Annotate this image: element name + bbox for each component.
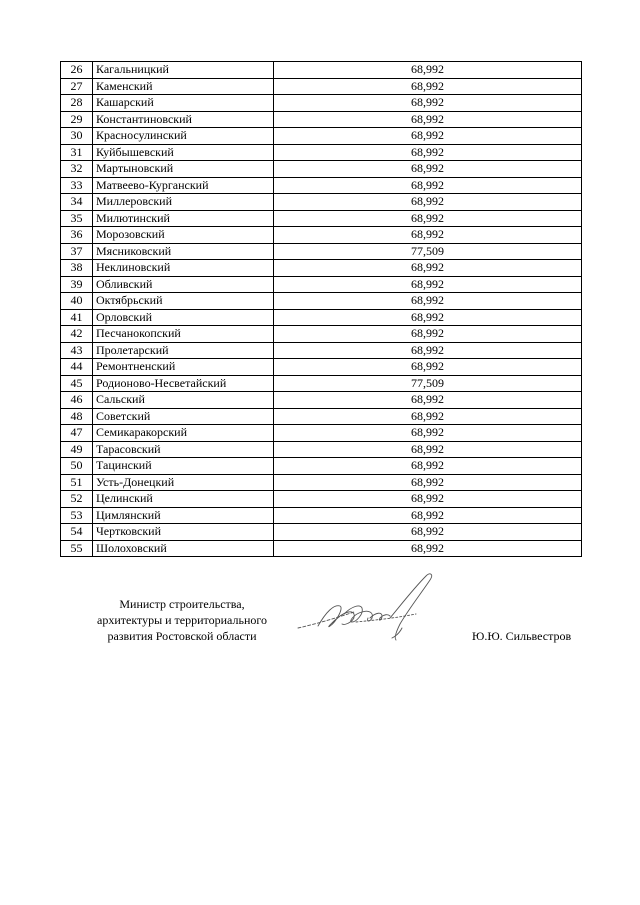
row-number: 43 (61, 342, 93, 359)
row-value: 68,992 (274, 326, 582, 343)
table-row (61, 491, 582, 508)
district-name: Целинский (93, 491, 274, 508)
table-row (61, 62, 582, 79)
signatory-title-line-2: архитектуры и территориального (97, 613, 267, 627)
table-row (61, 326, 582, 343)
table-row (61, 474, 582, 491)
row-value: 68,992 (274, 128, 582, 145)
row-value: 68,992 (274, 210, 582, 227)
district-name: Куйбышевский (93, 144, 274, 161)
district-name: Обливский (93, 276, 274, 293)
signatory-title-line-3: развития Ростовской области (107, 629, 257, 643)
district-name: Миллеровский (93, 194, 274, 211)
district-name: Шолоховский (93, 540, 274, 557)
table-row (61, 309, 582, 326)
table-row (61, 144, 582, 161)
row-value: 68,992 (274, 194, 582, 211)
row-number: 28 (61, 95, 93, 112)
row-number: 54 (61, 524, 93, 541)
row-number: 55 (61, 540, 93, 557)
row-number: 42 (61, 326, 93, 343)
row-value: 68,992 (274, 177, 582, 194)
row-number: 38 (61, 260, 93, 277)
table-row (61, 210, 582, 227)
district-name: Орловский (93, 309, 274, 326)
table-row (61, 441, 582, 458)
row-value: 68,992 (274, 540, 582, 557)
row-number: 37 (61, 243, 93, 260)
district-name: Песчанокопский (93, 326, 274, 343)
row-number: 34 (61, 194, 93, 211)
row-number: 44 (61, 359, 93, 376)
district-name: Семикаракорский (93, 425, 274, 442)
district-name: Родионово-Несветайский (93, 375, 274, 392)
row-value: 68,992 (274, 144, 582, 161)
table-row (61, 243, 582, 260)
district-name: Морозовский (93, 227, 274, 244)
district-name: Цимлянский (93, 507, 274, 524)
row-value: 68,992 (274, 260, 582, 277)
table-body (61, 62, 582, 557)
table-row (61, 161, 582, 178)
district-name: Милютинский (93, 210, 274, 227)
row-value: 68,992 (274, 293, 582, 310)
handwritten-signature (296, 566, 446, 646)
district-name: Красносулинский (93, 128, 274, 145)
row-number: 36 (61, 227, 93, 244)
signatory-title-line-1: Министр строительства, (119, 597, 245, 611)
table-row (61, 95, 582, 112)
row-number: 27 (61, 78, 93, 95)
row-number: 46 (61, 392, 93, 409)
row-value: 68,992 (274, 342, 582, 359)
district-name: Тарасовский (93, 441, 274, 458)
table-row (61, 540, 582, 557)
district-name: Кашарский (93, 95, 274, 112)
table-row (61, 392, 582, 409)
table-row (61, 359, 582, 376)
row-value: 68,992 (274, 78, 582, 95)
row-number: 40 (61, 293, 93, 310)
district-name: Усть-Донецкий (93, 474, 274, 491)
table-row (61, 111, 582, 128)
table-row (61, 524, 582, 541)
table-row (61, 458, 582, 475)
row-value: 77,509 (274, 375, 582, 392)
district-name: Мясниковский (93, 243, 274, 260)
district-name: Каменский (93, 78, 274, 95)
row-value: 68,992 (274, 425, 582, 442)
table-row (61, 227, 582, 244)
row-value: 68,992 (274, 392, 582, 409)
row-number: 32 (61, 161, 93, 178)
district-name: Матвеево-Курганский (93, 177, 274, 194)
row-number: 26 (61, 62, 93, 79)
table-row (61, 194, 582, 211)
row-number: 53 (61, 507, 93, 524)
row-value: 68,992 (274, 474, 582, 491)
row-number: 35 (61, 210, 93, 227)
district-name: Неклиновский (93, 260, 274, 277)
district-name: Тацинский (93, 458, 274, 475)
row-value: 68,992 (274, 227, 582, 244)
table-row (61, 78, 582, 95)
district-name: Чертковский (93, 524, 274, 541)
table-row (61, 408, 582, 425)
row-value: 68,992 (274, 491, 582, 508)
row-value: 68,992 (274, 276, 582, 293)
row-value: 68,992 (274, 161, 582, 178)
row-number: 52 (61, 491, 93, 508)
district-name: Ремонтненский (93, 359, 274, 376)
row-value: 68,992 (274, 441, 582, 458)
row-value: 68,992 (274, 507, 582, 524)
row-value: 68,992 (274, 309, 582, 326)
row-value: 68,992 (274, 111, 582, 128)
row-number: 39 (61, 276, 93, 293)
row-number: 49 (61, 441, 93, 458)
row-value: 68,992 (274, 95, 582, 112)
row-number: 48 (61, 408, 93, 425)
row-number: 50 (61, 458, 93, 475)
signer-name: Ю.Ю. Сильвестров (472, 629, 572, 643)
table-row (61, 128, 582, 145)
table-row (61, 260, 582, 277)
table-row (61, 507, 582, 524)
row-value: 77,509 (274, 243, 582, 260)
table-row (61, 293, 582, 310)
row-value: 68,992 (274, 62, 582, 79)
table-row (61, 177, 582, 194)
district-name: Октябрьский (93, 293, 274, 310)
signatory-title (62, 596, 302, 644)
district-name: Сальский (93, 392, 274, 409)
district-name: Мартыновский (93, 161, 274, 178)
row-value: 68,992 (274, 408, 582, 425)
row-number: 45 (61, 375, 93, 392)
row-number: 31 (61, 144, 93, 161)
row-number: 47 (61, 425, 93, 442)
table-row (61, 342, 582, 359)
row-number: 41 (61, 309, 93, 326)
district-name: Пролетарский (93, 342, 274, 359)
table-row (61, 276, 582, 293)
table-row (61, 375, 582, 392)
table-row (61, 425, 582, 442)
row-number: 51 (61, 474, 93, 491)
row-value: 68,992 (274, 458, 582, 475)
district-name: Кагальницкий (93, 62, 274, 79)
row-number: 29 (61, 111, 93, 128)
district-name: Советский (93, 408, 274, 425)
district-name: Константиновский (93, 111, 274, 128)
district-values-table (60, 61, 582, 557)
row-value: 68,992 (274, 524, 582, 541)
row-value: 68,992 (274, 359, 582, 376)
row-number: 33 (61, 177, 93, 194)
row-number: 30 (61, 128, 93, 145)
